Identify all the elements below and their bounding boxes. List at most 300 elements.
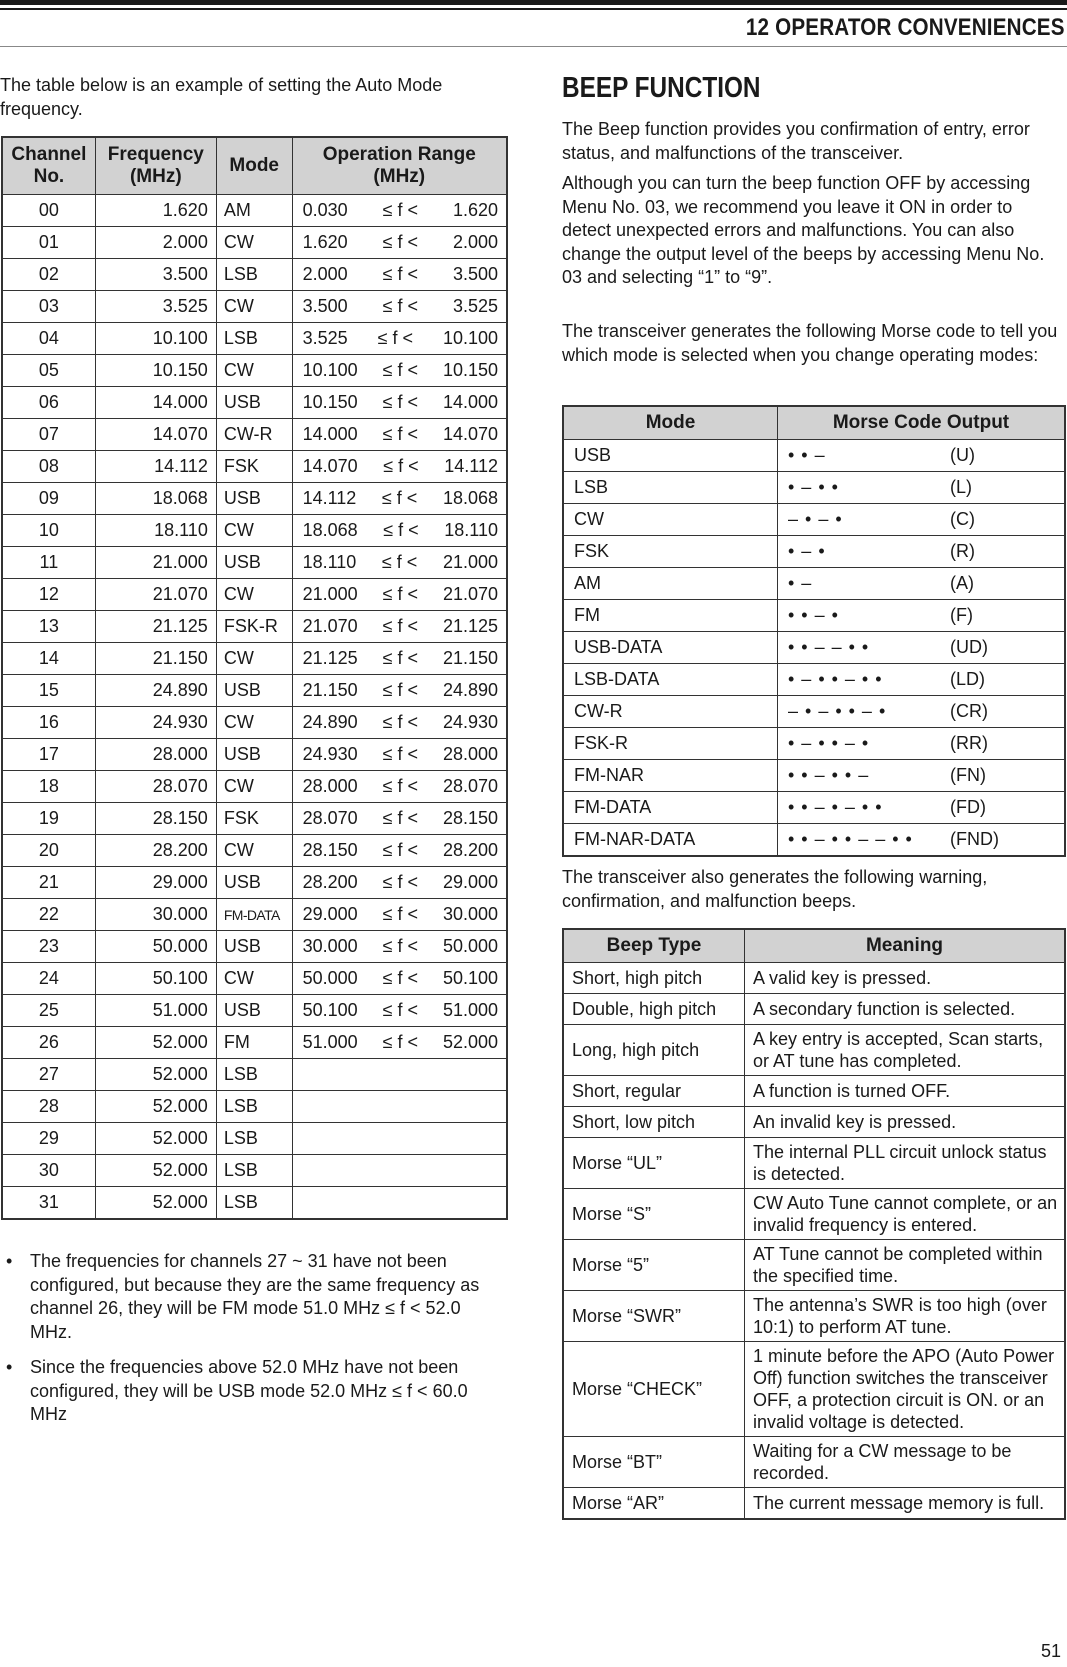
mode-cell: CW — [216, 579, 292, 611]
range-high: 18.068 — [442, 488, 498, 508]
frequency-cell: 21.125 — [95, 611, 216, 643]
table-row — [2, 483, 507, 515]
frequency-cell: 18.068 — [95, 483, 216, 515]
frequency-cell: 51.000 — [95, 995, 216, 1027]
channel-cell: 01 — [2, 227, 95, 259]
range-operator: ≤ f < — [383, 456, 419, 476]
range-high: 24.930 — [442, 712, 498, 732]
header-top-rule — [0, 0, 1067, 5]
col-mode-header: Mode — [563, 406, 778, 440]
range-operator: ≤ f < — [382, 680, 418, 700]
frequency-cell: 28.150 — [95, 803, 216, 835]
beep-paragraph-2: Although you can turn the beep function OFF by accessing Menu No. 03, we recommend you leave it ON in order to detect unexpected errors and malfunctions. You can also change the output level of the beeps by accessing Menu No. 03 and selecting “1” to “9”. — [562, 173, 1045, 287]
morse-output-cell — [778, 568, 1066, 600]
table-row — [2, 675, 507, 707]
mode-cell: USB — [563, 440, 778, 472]
range-operator: ≤ f < — [382, 200, 418, 220]
mode-cell: FSK-R — [563, 728, 778, 760]
range-operator: ≤ f < — [383, 520, 419, 540]
table-row — [2, 1059, 507, 1091]
range-low: 3.525 — [302, 328, 348, 348]
frequency-cell: 14.000 — [95, 387, 216, 419]
mode-cell: USB — [216, 931, 292, 963]
mode-cell: LSB — [216, 1059, 292, 1091]
table-row — [563, 1240, 1065, 1291]
frequency-cell: 24.890 — [95, 675, 216, 707]
col-frequency-header: Frequency (MHz) — [95, 137, 216, 195]
mode-cell: FM-DATA — [563, 792, 778, 824]
frequency-cell: 28.070 — [95, 771, 216, 803]
mode-cell: LSB — [216, 259, 292, 291]
range-high: 21.070 — [442, 584, 498, 604]
range-cell — [292, 547, 507, 579]
range-low: 10.100 — [302, 360, 358, 380]
mode-cell: LSB — [216, 323, 292, 355]
morse-letter: (UD) — [950, 637, 988, 657]
channel-cell: 03 — [2, 291, 95, 323]
beep-type-cell: Morse “SWR” — [563, 1291, 745, 1342]
range-low: 51.000 — [302, 1032, 358, 1052]
table-row — [2, 771, 507, 803]
mode-cell: FSK — [216, 803, 292, 835]
channel-cell: 10 — [2, 515, 95, 547]
mode-cell: FM-NAR — [563, 760, 778, 792]
col-range-header: Operation Range (MHz) — [292, 137, 507, 195]
table-row — [563, 568, 1065, 600]
range-cell — [292, 739, 507, 771]
range-operator: ≤ f < — [382, 584, 418, 604]
table-row — [2, 355, 507, 387]
table-row — [563, 963, 1065, 994]
note-item: • Since the frequencies above 52.0 MHz have not been configured, they will be USB mode 52.0 MHz ≤ f < 60.0 MHz — [6, 1357, 468, 1424]
beep-function-heading: BEEP FUNCTION — [562, 72, 761, 104]
range-high: 21.125 — [442, 616, 498, 636]
meaning-cell: The antenna’s SWR is too high (over 10:1) to perform AT tune. — [745, 1291, 1066, 1342]
range-high: 1.620 — [452, 200, 498, 220]
channel-cell: 05 — [2, 355, 95, 387]
morse-output-cell — [778, 664, 1066, 696]
range-cell — [292, 195, 507, 227]
range-low: 18.110 — [302, 552, 357, 572]
frequency-cell: 2.000 — [95, 227, 216, 259]
table-row — [563, 728, 1065, 760]
meaning-cell: 1 minute before the APO (Auto Power Off) function switches the transceiver OFF, a protection circuit is ON. or an invalid voltage is detected. — [745, 1342, 1066, 1437]
table-row — [2, 1027, 507, 1059]
morse-code: • – • • — [788, 477, 839, 497]
table-row — [563, 1488, 1065, 1520]
table-row — [563, 536, 1065, 568]
range-operator: ≤ f < — [377, 328, 413, 348]
range-low: 14.000 — [302, 424, 358, 444]
table-row — [563, 1291, 1065, 1342]
table-row — [2, 547, 507, 579]
range-operator: ≤ f < — [382, 616, 418, 636]
table-row — [2, 387, 507, 419]
range-low: 2.000 — [302, 264, 348, 284]
channel-cell: 19 — [2, 803, 95, 835]
range-low: 21.125 — [302, 648, 358, 668]
beep-type-cell: Morse “BT” — [563, 1437, 745, 1488]
meaning-cell: Waiting for a CW message to be recorded. — [745, 1437, 1066, 1488]
frequency-cell: 29.000 — [95, 867, 216, 899]
range-operator: ≤ f < — [382, 904, 418, 924]
range-low: 1.620 — [302, 232, 348, 252]
frequency-cell: 18.110 — [95, 515, 216, 547]
table-row — [2, 739, 507, 771]
table-row — [2, 195, 507, 227]
frequency-cell: 30.000 — [95, 899, 216, 931]
mode-cell: AM — [563, 568, 778, 600]
table-row — [563, 600, 1065, 632]
channel-cell: 13 — [2, 611, 95, 643]
beep-type-cell: Short, low pitch — [563, 1107, 745, 1138]
morse-output-cell — [778, 824, 1066, 857]
channel-cell: 16 — [2, 707, 95, 739]
frequency-cell: 3.500 — [95, 259, 216, 291]
range-low: 14.070 — [302, 456, 358, 476]
range-high: 14.070 — [442, 424, 498, 444]
frequency-cell: 50.000 — [95, 931, 216, 963]
mode-cell: LSB — [216, 1187, 292, 1220]
morse-letter: (LD) — [950, 669, 985, 689]
range-low: 28.000 — [302, 776, 358, 796]
frequency-cell: 52.000 — [95, 1027, 216, 1059]
range-high: 21.150 — [442, 648, 498, 668]
col-morse-output-header: Morse Code Output — [778, 406, 1066, 440]
range-operator: ≤ f < — [381, 488, 418, 508]
range-cell — [292, 771, 507, 803]
morse-output-cell — [778, 472, 1066, 504]
range-low: 50.100 — [302, 1000, 358, 1020]
mode-cell: FM — [216, 1027, 292, 1059]
range-low: 3.500 — [302, 296, 348, 316]
meaning-cell: A function is turned OFF. — [745, 1076, 1066, 1107]
beep-paragraph-4: The transceiver also generates the following warning, confirmation, and malfunction beeps. — [562, 867, 988, 911]
range-operator: ≤ f < — [382, 232, 418, 252]
range-operator: ≤ f < — [382, 1000, 418, 1020]
table-row — [2, 291, 507, 323]
header-divider — [0, 46, 1067, 47]
col-meaning-header: Meaning — [745, 929, 1066, 963]
range-low: 29.000 — [302, 904, 358, 924]
mode-cell: CW-R — [563, 696, 778, 728]
range-operator: ≤ f < — [381, 552, 418, 572]
table-row — [563, 664, 1065, 696]
range-cell — [292, 515, 507, 547]
beep-type-cell: Short, regular — [563, 1076, 745, 1107]
frequency-cell: 21.150 — [95, 643, 216, 675]
page-number: 51 — [1040, 1641, 1061, 1661]
range-high: 28.070 — [442, 776, 498, 796]
table-row — [2, 451, 507, 483]
channel-cell: 30 — [2, 1155, 95, 1187]
mode-cell: CW — [216, 707, 292, 739]
bullet-icon: • — [6, 1251, 13, 1271]
range-low: 50.000 — [302, 968, 358, 988]
mode-cell: CW — [216, 227, 292, 259]
morse-letter: (FND) — [950, 829, 999, 849]
morse-letter: (L) — [950, 477, 972, 497]
range-cell — [292, 355, 507, 387]
frequency-cell: 52.000 — [95, 1187, 216, 1220]
frequency-cell: 50.100 — [95, 963, 216, 995]
channel-cell: 12 — [2, 579, 95, 611]
mode-cell: FSK — [216, 451, 292, 483]
morse-output-cell — [778, 728, 1066, 760]
table-row — [2, 259, 507, 291]
table-row — [563, 1437, 1065, 1488]
range-low: 10.150 — [302, 392, 358, 412]
table-row — [2, 1155, 507, 1187]
morse-letter: (R) — [950, 541, 975, 561]
range-operator: ≤ f < — [382, 264, 418, 284]
table-row — [2, 707, 507, 739]
mode-cell: USB — [216, 995, 292, 1027]
mode-cell: USB — [216, 867, 292, 899]
range-cell — [292, 643, 507, 675]
range-operator: ≤ f < — [382, 360, 418, 380]
range-cell — [292, 995, 507, 1027]
range-high: 21.000 — [442, 552, 498, 572]
col-mode-header: Mode — [216, 137, 292, 195]
mode-cell: CW — [216, 355, 292, 387]
range-cell — [292, 259, 507, 291]
range-low: 0.030 — [302, 200, 348, 220]
channel-cell: 11 — [2, 547, 95, 579]
frequency-cell: 21.000 — [95, 547, 216, 579]
range-operator: ≤ f < — [382, 744, 418, 764]
table-row — [563, 440, 1065, 472]
morse-output-cell — [778, 504, 1066, 536]
table-row — [2, 835, 507, 867]
channel-cell: 29 — [2, 1123, 95, 1155]
range-low: 30.000 — [302, 936, 358, 956]
range-cell — [292, 483, 507, 515]
range-low: 24.890 — [302, 712, 358, 732]
table-row — [2, 995, 507, 1027]
channel-cell: 28 — [2, 1091, 95, 1123]
mode-cell: CW — [216, 771, 292, 803]
note-item: • The frequencies for channels 27 ~ 31 have not been configured, but because they are the same frequency as channel 26, they will be FM mode 51.0 MHz ≤ f < 52.0 MHz. — [6, 1251, 480, 1342]
beep-paragraph-1: The Beep function provides you confirmation of entry, error status, and malfunctions of the transceiver. — [562, 119, 1030, 163]
channel-cell: 31 — [2, 1187, 95, 1220]
channel-cell: 27 — [2, 1059, 95, 1091]
range-high: 3.500 — [452, 264, 498, 284]
mode-cell: FSK — [563, 536, 778, 568]
table-row — [563, 696, 1065, 728]
intro-text: The table below is an example of setting the Auto Mode frequency. — [0, 75, 443, 119]
table-row — [2, 643, 507, 675]
mode-cell: LSB-DATA — [563, 664, 778, 696]
beep-type-cell: Morse “5” — [563, 1240, 745, 1291]
table-row — [563, 994, 1065, 1025]
mode-cell: LSB — [216, 1155, 292, 1187]
table-row — [563, 1025, 1065, 1076]
morse-letter: (CR) — [950, 701, 988, 721]
table-row — [2, 1187, 507, 1220]
channel-cell: 09 — [2, 483, 95, 515]
table-row — [2, 579, 507, 611]
range-high: 28.150 — [442, 808, 498, 828]
range-operator: ≤ f < — [382, 808, 418, 828]
morse-code: – • – • — [788, 509, 843, 529]
range-low: 21.150 — [302, 680, 358, 700]
range-high: 18.110 — [444, 520, 498, 540]
range-operator: ≤ f < — [382, 424, 418, 444]
frequency-cell: 24.930 — [95, 707, 216, 739]
morse-code: • • – • • – – • • — [788, 829, 913, 849]
section-title: 12 OPERATOR CONVENIENCES — [746, 14, 1065, 41]
channel-cell: 04 — [2, 323, 95, 355]
channel-cell: 21 — [2, 867, 95, 899]
mode-cell: USB — [216, 675, 292, 707]
beep-paragraph-3: The transceiver generates the following Morse code to tell you which mode is selected when you change operating modes: — [562, 321, 1058, 365]
channel-cell: 07 — [2, 419, 95, 451]
range-high: 10.150 — [442, 360, 498, 380]
mode-cell: CW — [563, 504, 778, 536]
table-row — [563, 760, 1065, 792]
mode-cell: LSB — [563, 472, 778, 504]
channel-cell: 23 — [2, 931, 95, 963]
channel-cell: 24 — [2, 963, 95, 995]
frequency-cell: 14.112 — [95, 451, 216, 483]
meaning-cell: A key entry is accepted, Scan starts, or AT tune has completed. — [745, 1025, 1066, 1076]
range-high: 10.100 — [442, 328, 498, 348]
frequency-cell: 3.525 — [95, 291, 216, 323]
morse-code: • – • — [788, 541, 826, 561]
range-operator: ≤ f < — [382, 776, 418, 796]
range-cell — [292, 931, 507, 963]
range-low: 21.070 — [302, 616, 358, 636]
header-second-rule — [0, 8, 1067, 10]
table-row — [2, 227, 507, 259]
range-low: 28.070 — [302, 808, 358, 828]
frequency-cell: 52.000 — [95, 1155, 216, 1187]
range-cell — [292, 611, 507, 643]
morse-code: • • – • — [788, 605, 839, 625]
morse-letter: (A) — [950, 573, 974, 593]
beep-type-cell: Long, high pitch — [563, 1025, 745, 1076]
frequency-cell: 28.000 — [95, 739, 216, 771]
table-row — [2, 1091, 507, 1123]
morse-output-cell — [778, 536, 1066, 568]
range-high: 28.000 — [442, 744, 498, 764]
range-low: 18.068 — [302, 520, 358, 540]
mode-cell: FM-DATA — [216, 899, 292, 931]
channel-cell: 02 — [2, 259, 95, 291]
table-row — [563, 792, 1065, 824]
morse-code: • • – • – • • — [788, 797, 883, 817]
table-row — [2, 803, 507, 835]
range-low: 28.150 — [302, 840, 358, 860]
table-row — [563, 472, 1065, 504]
range-cell — [292, 419, 507, 451]
morse-letter: (F) — [950, 605, 973, 625]
morse-output-cell — [778, 600, 1066, 632]
mode-cell: FSK-R — [216, 611, 292, 643]
range-cell — [292, 1187, 507, 1220]
mode-cell: USB-DATA — [563, 632, 778, 664]
channel-cell: 20 — [2, 835, 95, 867]
frequency-cell: 28.200 — [95, 835, 216, 867]
range-cell — [292, 707, 507, 739]
morse-letter: (FN) — [950, 765, 986, 785]
morse-code: • • – – • • — [788, 637, 870, 657]
range-cell — [292, 1059, 507, 1091]
range-cell — [292, 867, 507, 899]
table-row — [2, 323, 507, 355]
range-high: 28.200 — [442, 840, 498, 860]
channel-cell: 15 — [2, 675, 95, 707]
range-high: 50.100 — [442, 968, 498, 988]
channel-cell: 17 — [2, 739, 95, 771]
table-row — [2, 963, 507, 995]
morse-code: • • – — [788, 445, 826, 465]
mode-cell: FM — [563, 600, 778, 632]
range-operator: ≤ f < — [382, 1032, 418, 1052]
morse-letter: (U) — [950, 445, 975, 465]
beep-type-cell: Morse “S” — [563, 1189, 745, 1240]
mode-cell: LSB — [216, 1123, 292, 1155]
morse-output-cell — [778, 440, 1066, 472]
table-row — [563, 1107, 1065, 1138]
table-row — [563, 632, 1065, 664]
meaning-cell: The current message memory is full. — [745, 1488, 1066, 1520]
range-high: 29.000 — [442, 872, 498, 892]
range-operator: ≤ f < — [382, 392, 418, 412]
range-high: 24.890 — [442, 680, 498, 700]
frequency-cell: 10.150 — [95, 355, 216, 387]
channel-cell: 26 — [2, 1027, 95, 1059]
range-cell — [292, 675, 507, 707]
morse-output-cell — [778, 632, 1066, 664]
range-cell — [292, 291, 507, 323]
beep-type-cell: Double, high pitch — [563, 994, 745, 1025]
mode-cell: AM — [216, 195, 292, 227]
range-cell — [292, 1155, 507, 1187]
morse-mode-table — [562, 405, 1066, 857]
morse-code: • – • • – • — [788, 733, 870, 753]
meaning-cell: A secondary function is selected. — [745, 994, 1066, 1025]
morse-output-cell — [778, 792, 1066, 824]
range-high: 14.000 — [442, 392, 498, 412]
range-high: 14.112 — [444, 456, 498, 476]
morse-code: • – • • – • • — [788, 669, 883, 689]
frequency-cell: 14.070 — [95, 419, 216, 451]
range-cell — [292, 387, 507, 419]
channel-cell: 14 — [2, 643, 95, 675]
range-cell — [292, 899, 507, 931]
range-cell — [292, 963, 507, 995]
range-low: 28.200 — [302, 872, 358, 892]
table-row — [563, 1342, 1065, 1437]
beep-type-cell: Morse “AR” — [563, 1488, 745, 1520]
mode-cell: CW — [216, 643, 292, 675]
range-high: 52.000 — [442, 1032, 498, 1052]
morse-code: • • – • • – — [788, 765, 870, 785]
range-cell — [292, 1123, 507, 1155]
range-operator: ≤ f < — [382, 648, 418, 668]
table-row — [2, 515, 507, 547]
range-high: 2.000 — [452, 232, 498, 252]
range-cell — [292, 451, 507, 483]
range-cell — [292, 803, 507, 835]
range-high: 51.000 — [442, 1000, 498, 1020]
frequency-cell: 21.070 — [95, 579, 216, 611]
table-row — [563, 1138, 1065, 1189]
range-low: 21.000 — [302, 584, 358, 604]
mode-cell: CW — [216, 291, 292, 323]
